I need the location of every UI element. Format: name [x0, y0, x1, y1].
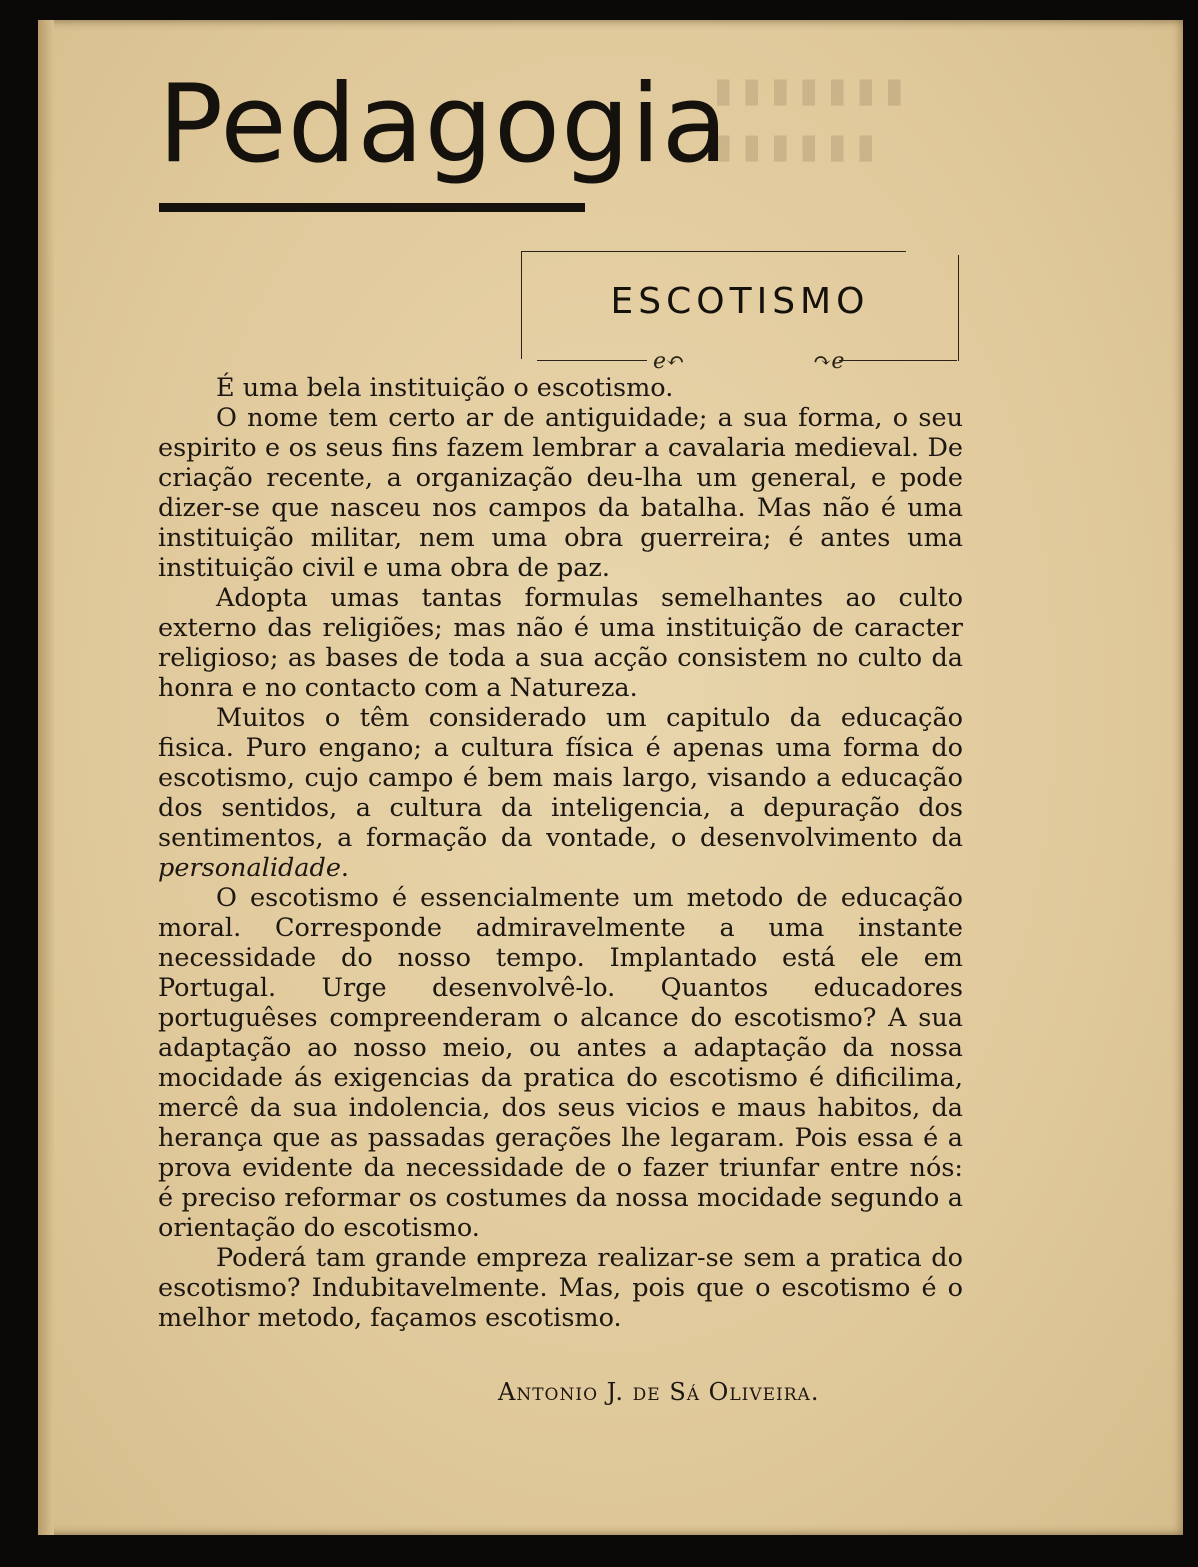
magazine-page [38, 20, 1183, 1535]
paragraph-4-end: . [340, 853, 350, 883]
show-through-text: ▮▮▮▮▮▮▮ ▮▮▮▮▮▮ [708, 64, 908, 171]
paragraph-5: O escotismo é essencialmente um metodo de educação moral. Corresponde admiravelmente a uma instante necessidade do nosso tempo. Implantado está ele em Portugal. Urge desenvolvê-lo. Quantos educadores portuguêses compreenderam o alcance do escotismo? A sua adaptação ao nosso meio, ou antes a adaptação da nossa mocidade ás exigencias da pratica do escotismo é dificilima, mercê da sua indolencia, dos seus vicios e maus habitos, da herança que as passadas gerações lhe legaram. Pois essa é a prova evidente da necessidade de o fazer triunfar entre nós: é preciso reformar os costumes da nossa mocidade segundo a orientação do escotismo. [158, 883, 963, 1243]
article-heading-frame [521, 251, 959, 374]
paragraph-2: O nome tem certo ar de antiguidade; a sua forma, o seu espirito e os seus fins fazem lembrar a cavalaria medieval. De criação recente, a organização deu-lha um general, e pode dizer-se que nasceu nos campos da batalha. Mas não é uma instituição militar, nem uma obra guerreira; é antes uma instituição civil e uma obra de paz. [158, 403, 963, 583]
flourish-left-icon: ℯ↶ [653, 349, 685, 374]
paragraph-4 [158, 703, 963, 883]
paragraph-6: Poderá tam grande empreza realizar-se sem a pratica do escotismo? Indubitavelmente. Mas, pois que o escotismo é o melhor metodo, façamos escotismo. [158, 1243, 963, 1333]
title-underline [159, 203, 585, 212]
article-heading: ESCOTISMO [610, 281, 870, 322]
paragraph-4-italic: personalidade [158, 853, 341, 883]
page-binding-edge [38, 20, 54, 1535]
paragraph-4-text: Muitos o têm considerado um capitulo da educação fisica. Puro engano; a cultura física é apenas uma forma do escotismo, cujo campo é bem mais largo, visando a educação dos sentidos, a cultura da inteligencia, a depuração dos sentimentos, a formação da vontade, o desenvolvimento da [158, 703, 963, 853]
flourish-right-icon: ↷ℯ [813, 349, 845, 374]
paragraph-3: Adopta umas tantas formulas semelhantes ao culto externo das religiões; mas não é uma instituição de caracter religioso; as bases de toda a sua acção consistem no culto da honra e no contacto com a Natureza. [158, 583, 963, 703]
author-signature: Antonio J. de Sá Oliveira. [498, 1378, 820, 1406]
paragraph-1: É uma bela instituição o escotismo. [216, 373, 674, 403]
section-title: Pedagogia [158, 62, 729, 187]
article-body [158, 373, 963, 1333]
